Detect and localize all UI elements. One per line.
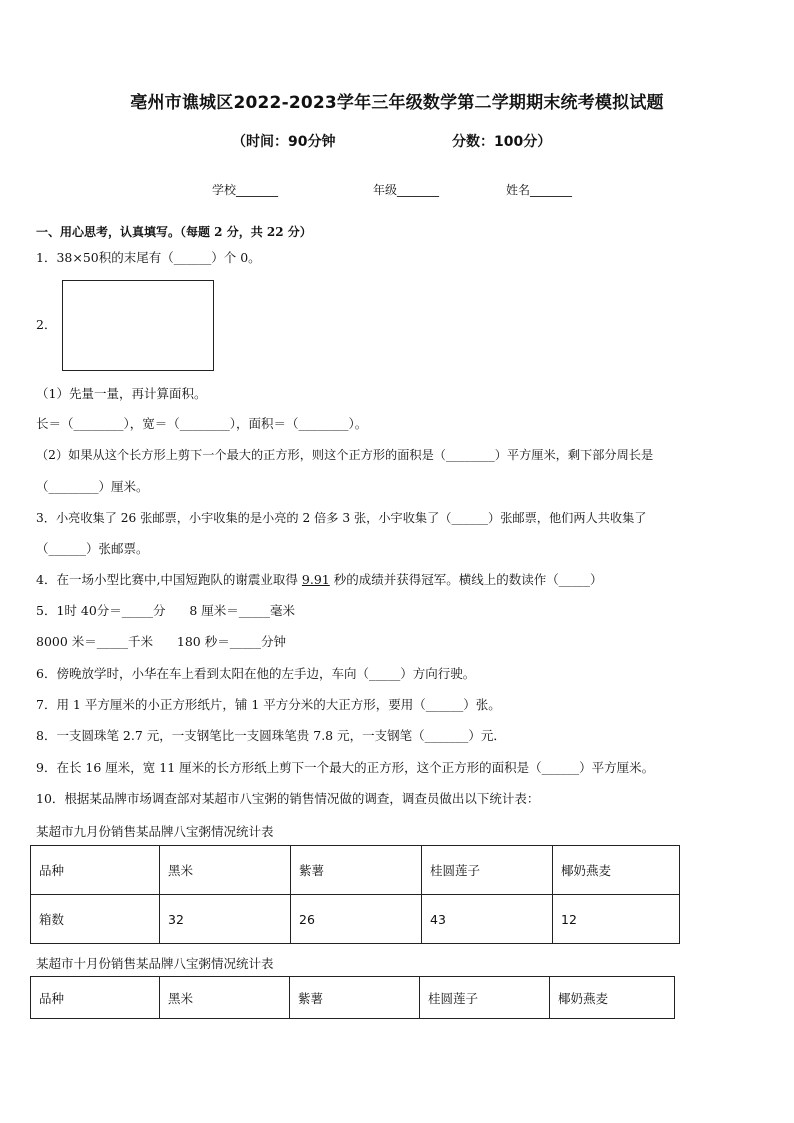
- table-row: [31, 977, 675, 1019]
- table-cell: 43: [422, 895, 553, 944]
- question-2-part-2-cont: （________）厘米。: [36, 479, 149, 494]
- question-2-number: 2．: [36, 317, 57, 332]
- table-row: [31, 846, 680, 895]
- exam-score: 分数：100分）: [452, 134, 552, 150]
- question-5-line-1: 5．1时 40分＝_____分 8 厘米＝_____毫米: [36, 603, 296, 618]
- question-3-cont: （______）张邮票。: [36, 541, 149, 556]
- question-4: [36, 572, 602, 588]
- question-7: 7．用 1 平方厘米的小正方形纸片，铺 1 平方分米的大正方形，要用（______）张。: [36, 697, 501, 712]
- grade-field: 年级_______: [373, 183, 440, 197]
- question-8: 8．一支圆珠笔 2.7 元，一支钢笔比一支圆珠笔贵 7.8 元，一支钢笔（_______）元．: [36, 728, 506, 743]
- table-cell: 黑米: [160, 846, 291, 895]
- question-9: 9．在长 16 厘米，宽 11 厘米的长方形纸上剪下一个最大的正方形，这个正方形的面积是（______）平方厘米。: [36, 760, 655, 775]
- table-october-caption: 某超市十月份销售某品牌八宝粥情况统计表: [36, 956, 274, 971]
- table-cell: 32: [160, 895, 291, 944]
- question-3: 3．小亮收集了 26 张邮票，小宇收集的是小亮的 2 倍多 3 张，小宇收集了（______）张邮票，他们两人共收集了: [36, 511, 647, 525]
- table-cell: 紫薯: [290, 977, 420, 1019]
- table-cell: 12: [553, 895, 680, 944]
- table-cell: 箱数: [31, 895, 160, 944]
- question-4-post: 秒的成绩并获得冠军。横线上的数读作（_____）: [329, 572, 603, 587]
- exam-time: （时间：90分钟: [232, 134, 336, 150]
- question-1: 1．38×50积的末尾有（______）个 0。: [36, 250, 261, 265]
- question-5-line-2: 8000 米＝_____千米 180 秒＝_____分钟: [36, 634, 286, 649]
- table-cell: 桂圆莲子: [420, 977, 550, 1019]
- exam-title: 亳州市谯城区2022-2023学年三年级数学第二学期期末统考模拟试题: [130, 93, 664, 113]
- section-heading: 一、用心思考，认真填写。（每题 2 分，共 22 分）: [36, 225, 312, 239]
- table-row: [31, 895, 680, 944]
- rectangle-figure: [62, 280, 214, 371]
- table-cell: 品种: [31, 977, 160, 1019]
- table-october: [30, 976, 675, 1019]
- table-cell: 桂圆莲子: [422, 846, 553, 895]
- table-september: [30, 845, 680, 944]
- question-10: 10．根据某品牌市场调查部对某超市八宝粥的销售情况做的调查，调查员做出以下统计表：: [36, 791, 540, 806]
- question-4-pre: 4．在一场小型比赛中,中国短跑队的谢震业取得: [36, 572, 302, 587]
- table-cell: 26: [291, 895, 422, 944]
- table-cell: 椰奶燕麦: [553, 846, 680, 895]
- question-2-part-1-blanks: 长＝（________），宽＝（________），面积＝（________）。: [36, 416, 368, 431]
- question-6: 6．傍晚放学时，小华在车上看到太阳在他的左手边，车向（_____）方向行驶。: [36, 666, 476, 681]
- table-cell: 品种: [31, 846, 160, 895]
- name-field: 姓名_______: [506, 183, 573, 197]
- school-field: 学校_______: [212, 183, 279, 197]
- table-cell: 黑米: [160, 977, 290, 1019]
- question-2-part-1: （1）先量一量，再计算面积。: [36, 386, 207, 401]
- table-september-caption: 某超市九月份销售某品牌八宝粥情况统计表: [36, 824, 274, 839]
- question-2-part-2: （2）如果从这个长方形上剪下一个最大的正方形，则这个正方形的面积是（________）平方厘米，剩下部分周长是: [36, 448, 654, 462]
- question-4-number: 9.91: [301, 572, 330, 587]
- table-cell: 紫薯: [291, 846, 422, 895]
- table-cell: 椰奶燕麦: [550, 977, 675, 1019]
